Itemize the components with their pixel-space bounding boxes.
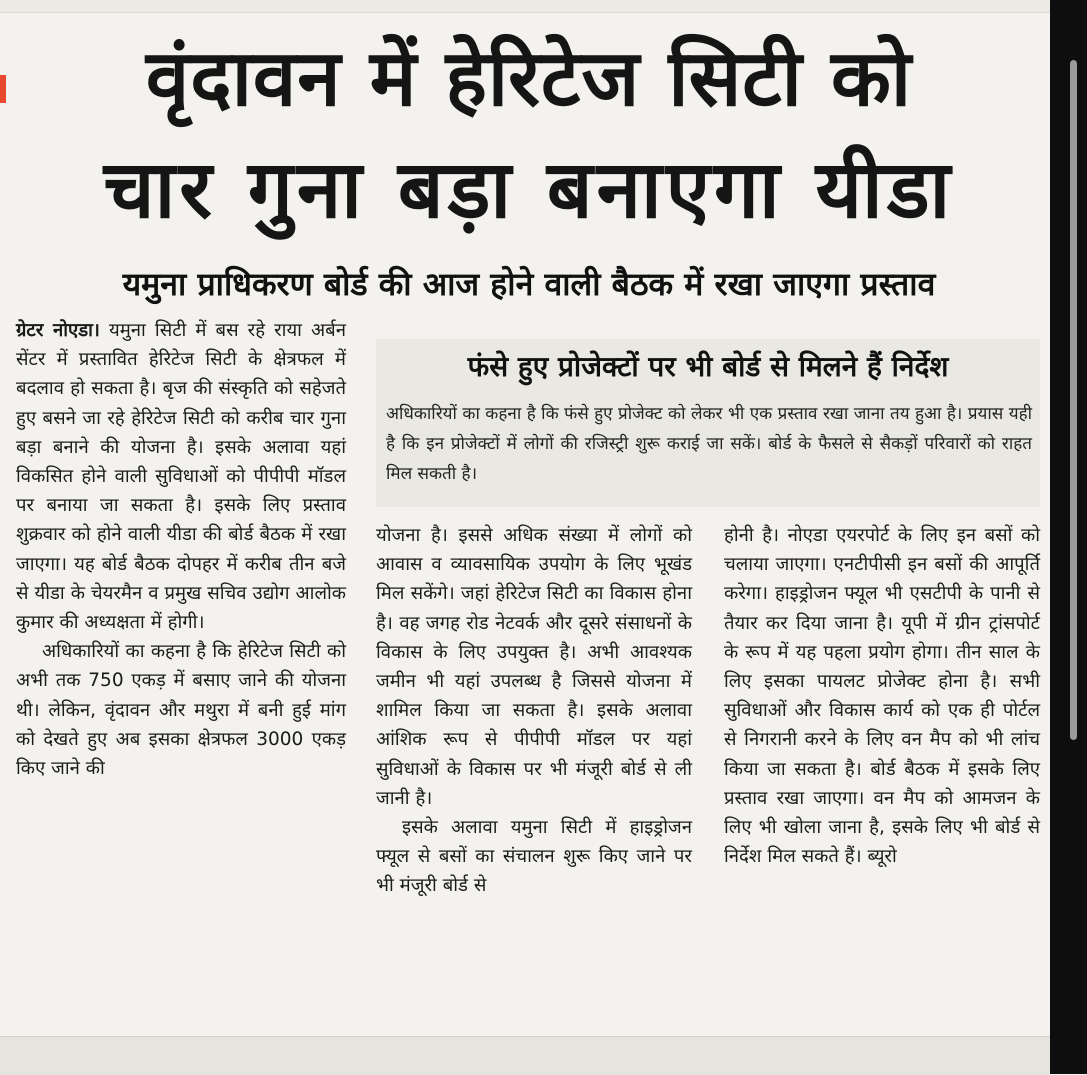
article-column-1	[16, 316, 346, 783]
boxout-panel	[376, 339, 1040, 507]
article-paragraph	[16, 316, 346, 637]
bottom-paper-edge	[0, 1036, 1050, 1075]
article-paragraph: इसके अलावा यमुना सिटी में हाइड्रोजन फ्यूल से बसों का संचालन शुरू किए जाने पर भी मंजूरी बोर्ड से	[376, 817, 692, 897]
screen-edge	[1050, 0, 1087, 1074]
boxout-text: अधिकारियों का कहना है कि फंसे हुए प्रोजेक्ट को लेकर भी एक प्रस्ताव रखा जाना तय हुआ है। प्रयास यही है कि इन प्रोजेक्टों में लोगों की रजिस्ट्री शुरू कराई जा सकें। बोर्ड के फैसले से सैकड़ों परिवारों को राहत मिल सकती है।	[386, 404, 1032, 484]
headline-line-2: चार गुना बड़ा बनाएगा यीडा	[103, 143, 955, 236]
dateline: ग्रेटर नोएडा।	[16, 320, 100, 341]
scrollbar[interactable]	[1070, 60, 1077, 740]
top-paper-edge	[0, 0, 1050, 13]
byline: ब्यूरो	[867, 846, 897, 868]
red-margin-mark	[0, 75, 6, 103]
article-text: यमुना सिटी में बस रहे राया अर्बन सेंटर में प्रस्तावित हेरिटेज सिटी के क्षेत्रफल में बदलाव हो सकता है। बृज की संस्कृति को सहेजते हुए बसने जा रहे हेरिटेज सिटी को करीब चार गुना बड़ा बनाने की योजना है। इसके अलावा यहां विकसित होने वाली सुविधाओं को पीपीपी मॉडल पर बनाया जा सकता है। इसके लिए प्रस्ताव शुक्रवार को होने वाली यीडा की बोर्ड बैठक में रखा जाएगा। यह बोर्ड बैठक दोपहर में करीब तीन बजे से यीडा के चेयरमैन व प्रमुख सचिव उद्योग आलोक कुमार की अध्यक्षता में होगी।	[16, 320, 346, 634]
article-text: होनी है। नोएडा एयरपोर्ट के लिए इन बसों को चलाया जाएगा। एनटीपीसी इन बसों की आपूर्ति करेगा। हाइड्रोजन फ्यूल भी एसटीपी के पानी से तैयार कर दिया जाना है। यूपी में ग्रीन ट्रांसपोर्ट के रूप में यह पहला प्रयोग होगा। तीन साल के लिए इसका पायलट प्रोजेक्ट होना है। सभी सुविधाओं और विकास कार्य को एक ही पोर्टल से निगरानी करने के लिए वन मैप को भी लांच किया जा सकता है। बोर्ड बैठक में इसके लिए प्रस्ताव रखा जाएगा। वन मैप को आमजन के लिए भी खोला जाना है, इसके लिए भी बोर्ड से निर्देश मिल सकते हैं।	[724, 525, 1040, 868]
article-column-2	[376, 521, 692, 901]
subheadline: यमुना प्राधिकरण बोर्ड की आज होने वाली बैठक में रखा जाएगा प्रस्ताव	[122, 265, 936, 303]
article-paragraph: अधिकारियों का कहना है कि हेरिटेज सिटी को अभी तक 750 एकड़ में बसाए जाने की योजना थी। लेकिन, वृंदावन और मथुरा में बनी हुई मांग को देखते हुए अब इसका क्षेत्रफल 3000 एकड़ किए जाने की	[16, 641, 346, 780]
headline-line-1: वृंदावन में हेरिटेज सिटी को	[145, 34, 913, 124]
article-paragraph	[724, 521, 1040, 871]
article-paragraph: योजना है। इससे अधिक संख्या में लोगों को आवास व व्यावसायिक उपयोग के लिए भूखंड मिल सकेंगे। जहां हेरिटेज सिटी का विकास होना है। वह जगह रोड नेटवर्क और दूसरे संसाधनों के विकास के लिए उपयुक्त है। अभी आवश्यक जमीन भी यहां उपलब्ध है जिससे योजना में शामिल किया जा सकता है। इसके अलावा आंशिक रूप से पीपीपी मॉडल पर यहां सुविधाओं के विकास पर भी मंजूरी बोर्ड से ली जानी है।	[376, 525, 692, 809]
article-column-3	[724, 521, 1040, 871]
boxout-title: फंसे हुए प्रोजेक्टों पर भी बोर्ड से मिलने हैं निर्देश	[467, 350, 949, 383]
